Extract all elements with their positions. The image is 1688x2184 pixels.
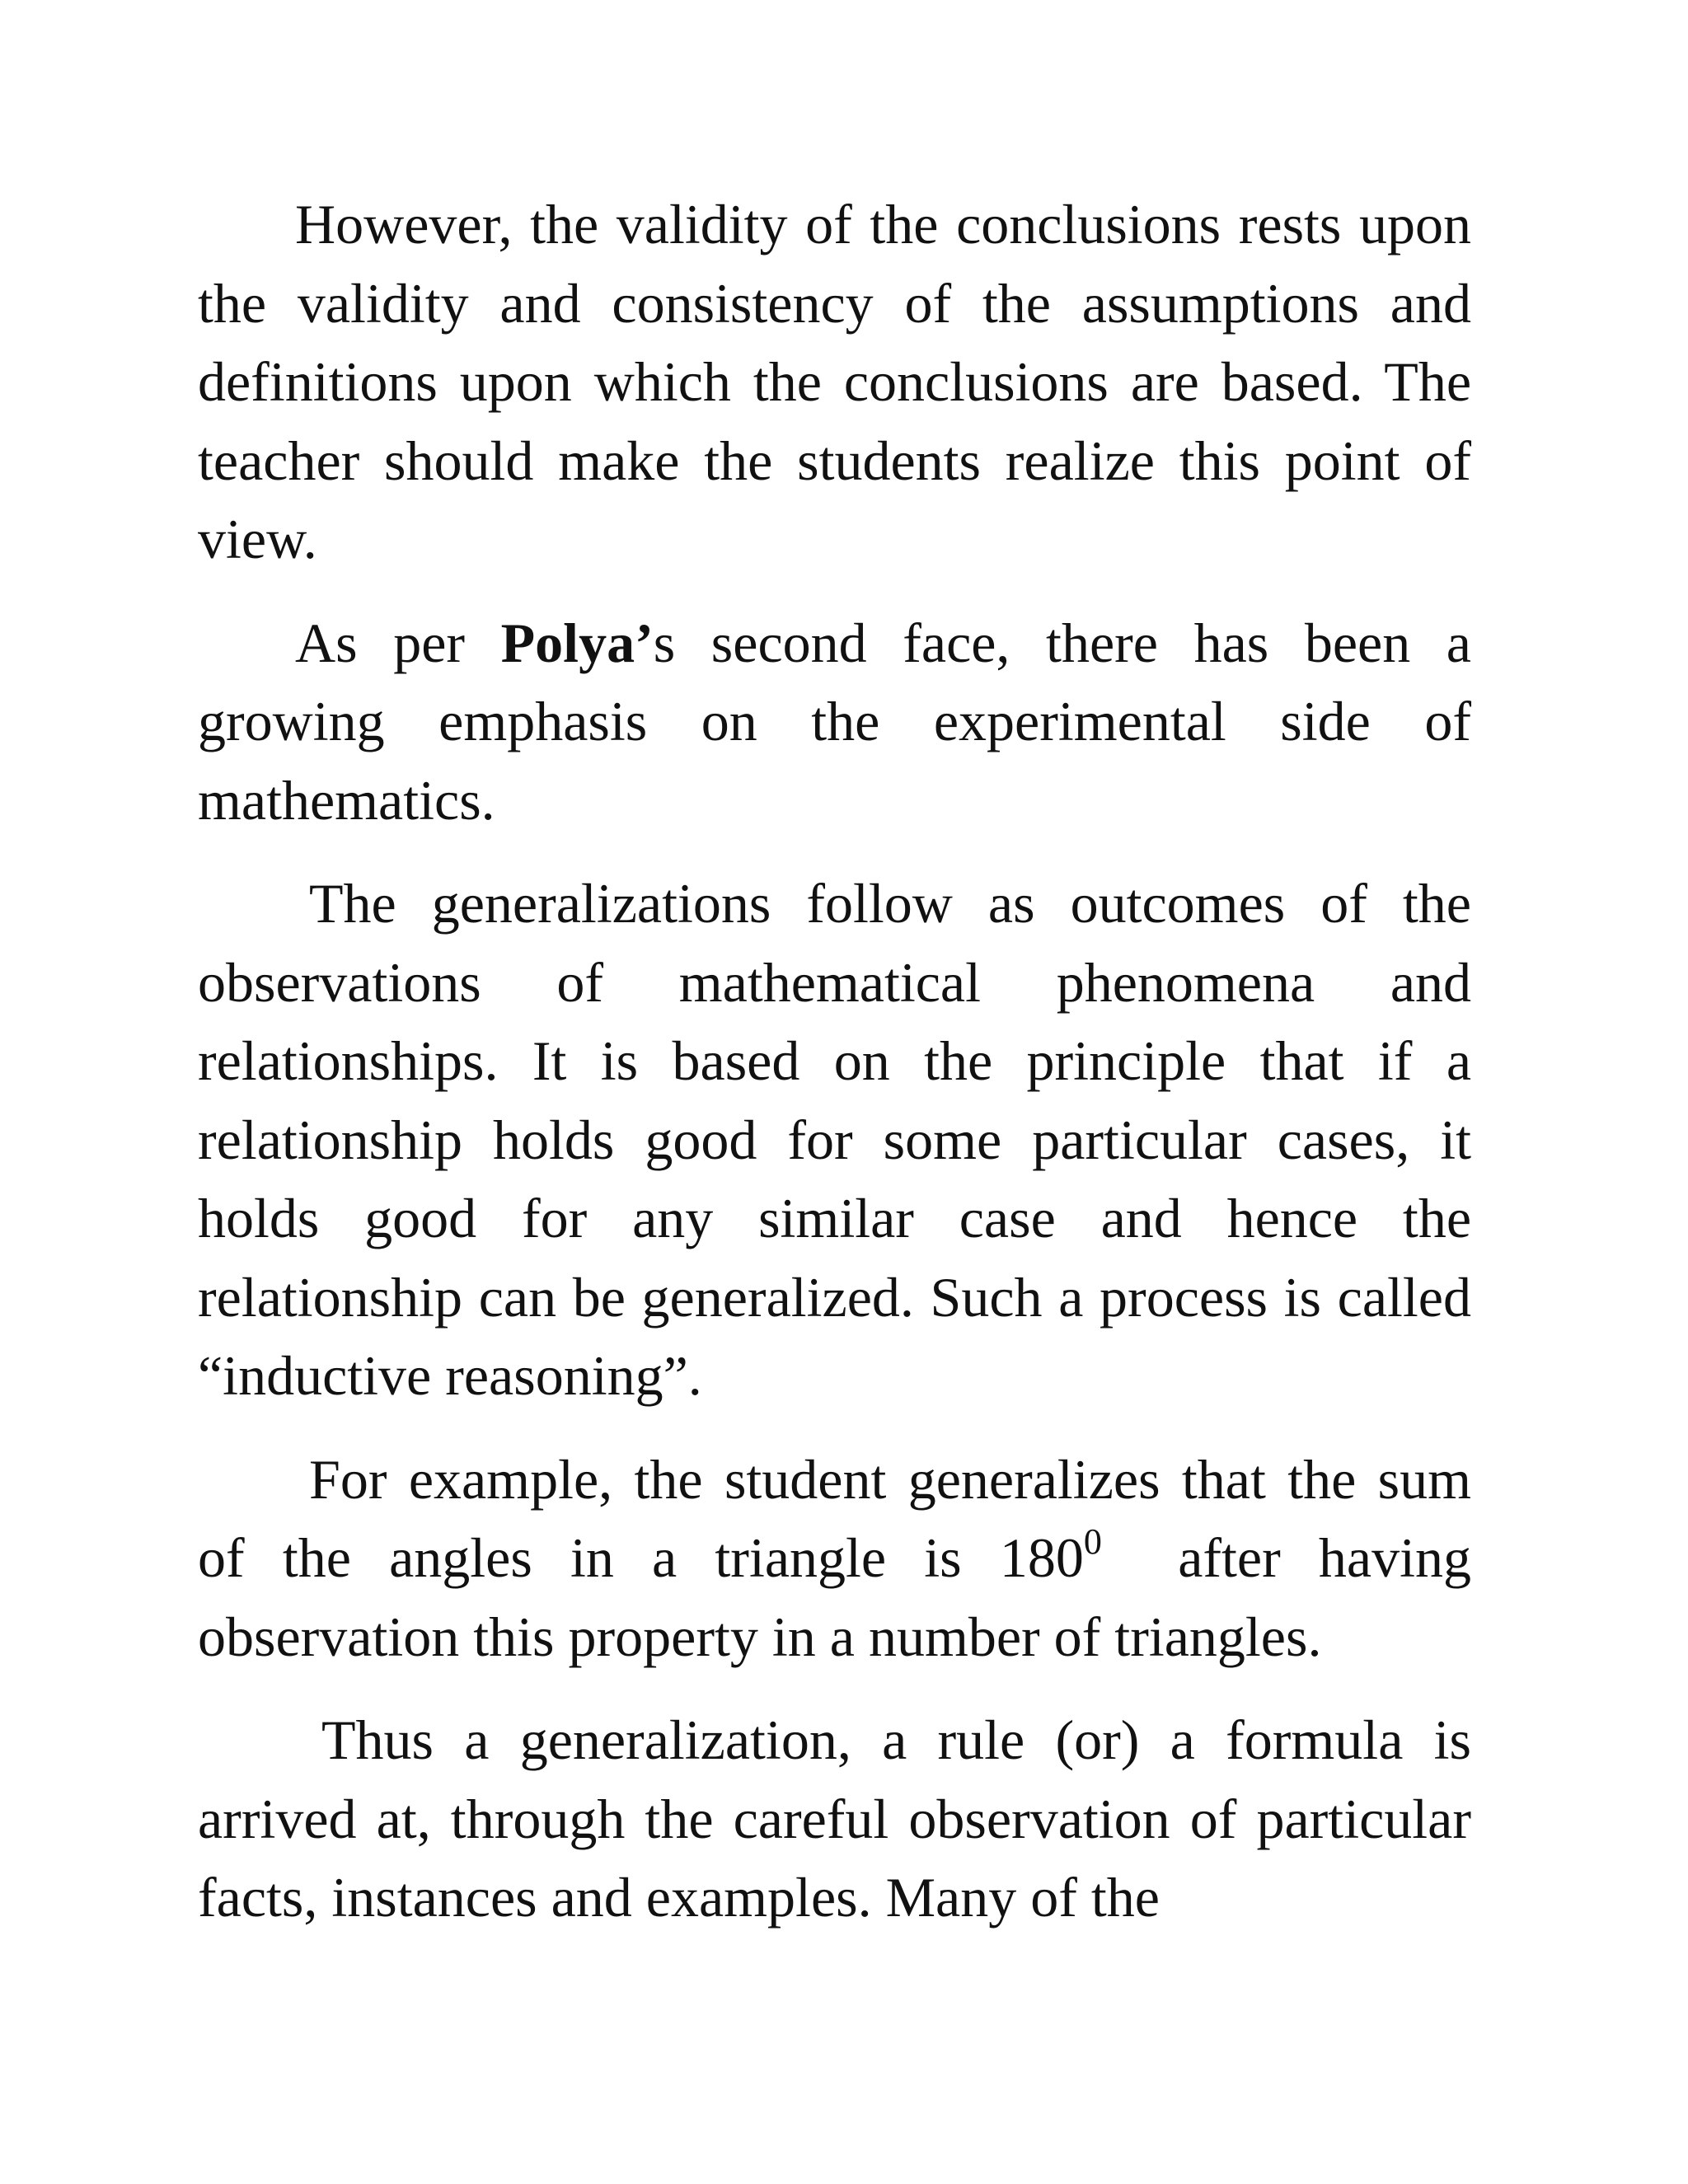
- paragraph-text: Thus a generalization, a rule (or) a formula is arrived at, through the careful observation of particular facts, instances and examples. Many of the: [198, 1708, 1471, 1929]
- paragraph-generalizations: [198, 865, 1471, 1416]
- paragraph-example: [198, 1441, 1485, 1677]
- paragraph-text: However, the validity of the conclusions rests upon the validity and consistency of the assumptions and definitions upon which the conclusions are based. The teacher should make the students realize this point of view.: [198, 193, 1471, 570]
- paragraph-before: For example, the student generalizes that the sum of the angles in a triangle is 180: [198, 1447, 1471, 1589]
- body-text: [198, 185, 1485, 1938]
- paragraph-suffix: s second face, there has been a growing emphasis on the experimental side of mathematics.: [198, 611, 1471, 832]
- paragraph-prefix: As per: [295, 611, 501, 674]
- paragraph-thus: [198, 1701, 1471, 1938]
- degree-superscript: 0: [1083, 1521, 1102, 1563]
- paragraph-validity: [198, 185, 1471, 579]
- paragraph-text: The generalizations follow as outcomes of the observations of mathematical phenomena and relationships. It is based on the principle that if a relationship holds good for some particular cases, it holds good for any similar case and hence the relationship can be generalized. Such a process is called “inductive reasoning”.: [198, 872, 1471, 1407]
- paragraph-polya: [198, 604, 1471, 841]
- paragraph-after: after having observation this property in a number of triangles.: [198, 1526, 1485, 1668]
- polya-name: Polya’: [500, 611, 654, 674]
